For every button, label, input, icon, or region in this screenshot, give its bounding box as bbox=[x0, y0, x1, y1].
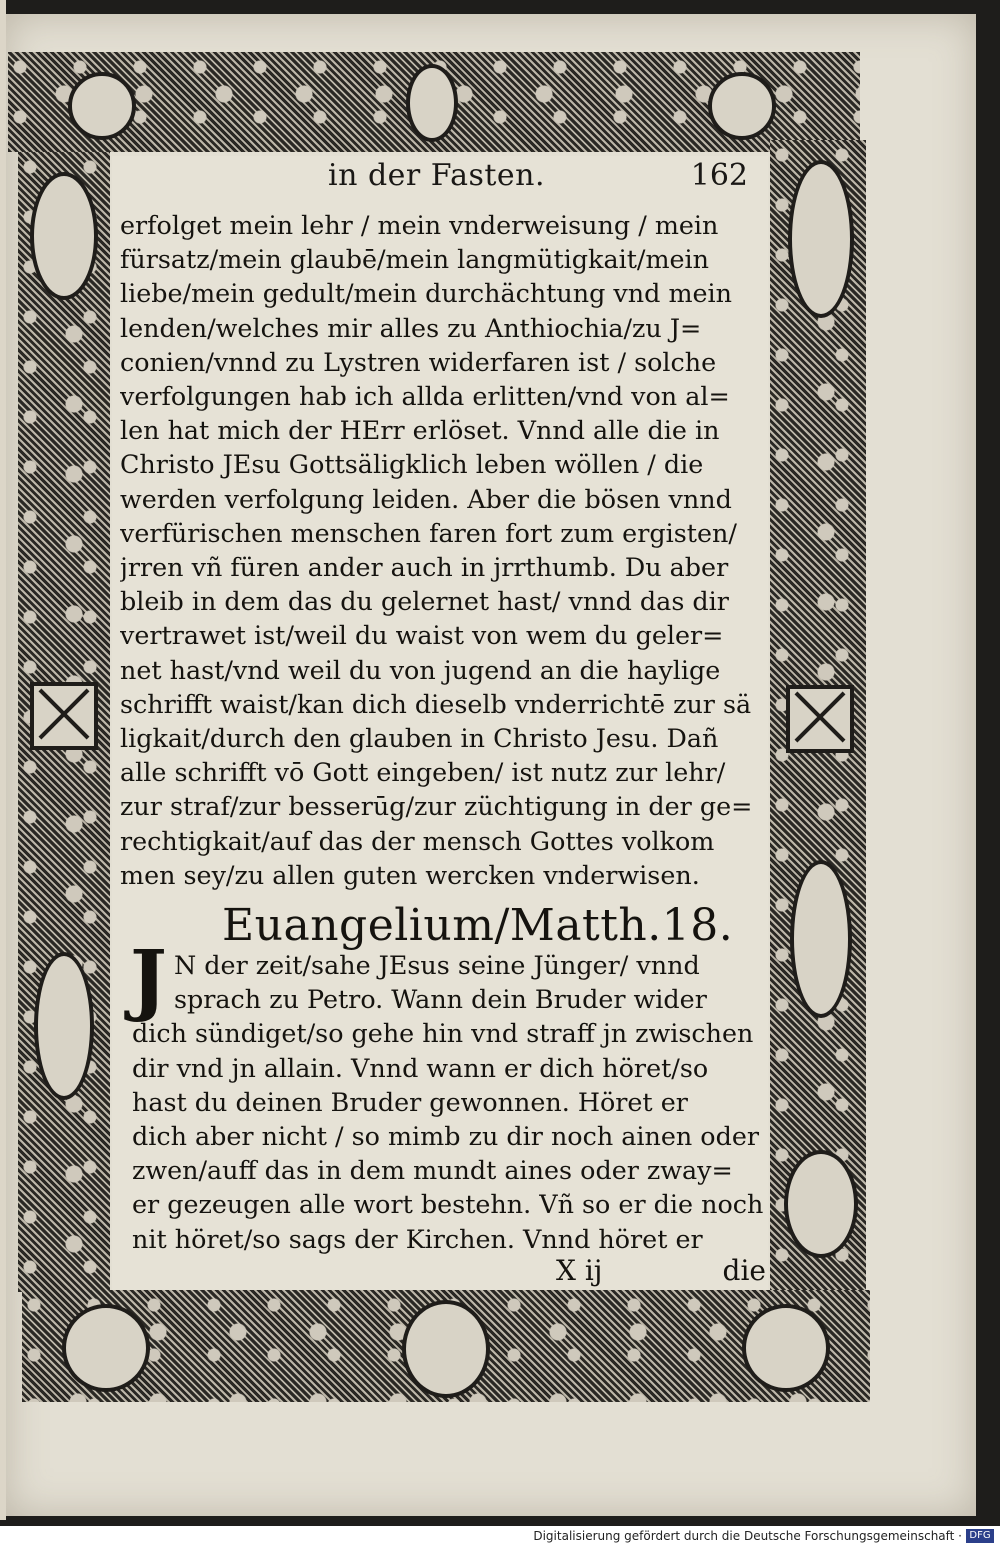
cherub-ornament-icon bbox=[30, 172, 98, 300]
catchword: die bbox=[722, 1254, 766, 1287]
text-line: hast du deinen Bruder gewonnen. Höret er bbox=[132, 1086, 688, 1117]
drop-initial: J bbox=[130, 934, 167, 1025]
signature-line bbox=[112, 1254, 768, 1290]
text-line: dir vnd jn allain. Vnnd wann er dich höret/so bbox=[132, 1052, 709, 1083]
text-line: jrren vñ füren ander auch in jrrthumb. Du aber bbox=[120, 552, 729, 583]
text-line: ligkait/durch den glauben in Christo Jesu. Dañ bbox=[120, 723, 719, 754]
text-line: vertrawet ist/weil du waist von wem du geler= bbox=[120, 620, 724, 651]
text-line: er gezeugen alle wort bestehn. Vñ so er die noch bbox=[132, 1189, 764, 1220]
text-line: sprach zu Petro. Wann dein Bruder wider bbox=[174, 984, 707, 1015]
text-line: fürsatz/mein glaubē/mein langmütigkait/mein bbox=[120, 244, 710, 275]
framed-square-ornament-icon bbox=[786, 685, 854, 753]
text-line: dich sündiget/so gehe hin vnd straff jn zwischen bbox=[132, 1018, 754, 1049]
vase-ornament-icon bbox=[788, 160, 854, 318]
scroll-ornament-icon bbox=[68, 72, 136, 140]
text-line: net hast/vnd weil du von jugend an die haylige bbox=[120, 654, 721, 685]
text-line: Christo JEsu Gottsäligklich leben wöllen / die bbox=[120, 449, 704, 480]
digitization-footer bbox=[0, 1526, 1000, 1548]
text-line: zwen/auff das in dem mundt aines oder zway= bbox=[132, 1155, 733, 1186]
text-line: nit höret/so sags der Kirchen. Vnnd höret er bbox=[132, 1223, 703, 1254]
gospel-text bbox=[132, 948, 768, 1256]
lion-ornament-icon bbox=[742, 1304, 830, 1392]
text-line: bleib in dem das du gelernet hast/ vnnd das dir bbox=[120, 586, 729, 617]
face-ornament-icon bbox=[402, 1300, 490, 1398]
woodcut-border-top bbox=[8, 52, 860, 152]
lion-ornament-icon bbox=[62, 1304, 150, 1392]
running-header bbox=[112, 158, 768, 202]
text-line: len hat mich der HErr erlöset. Vnnd alle die in bbox=[120, 415, 720, 446]
text-line: werden verfolgung leiden. Aber die bösen vnnd bbox=[120, 483, 732, 514]
text-line: verfürischen menschen faren fort zum ergisten/ bbox=[120, 517, 737, 548]
text-line: N der zeit/sahe JEsus seine Jünger/ vnnd bbox=[174, 950, 700, 980]
shield-ornament-icon bbox=[790, 860, 852, 1018]
text-line: schrifft waist/kan dich dieselb vnderrichtē zur sä bbox=[120, 688, 752, 719]
framed-square-ornament-icon bbox=[30, 682, 98, 750]
urn-ornament-icon bbox=[784, 1150, 858, 1258]
woodcut-border-right bbox=[770, 140, 866, 1292]
scroll-ornament-icon bbox=[708, 72, 776, 140]
epistle-text bbox=[120, 208, 768, 892]
section-heading: Euangelium/Matth.18. bbox=[222, 900, 734, 951]
funding-credit: Digitalisierung gefördert durch die Deutsche Forschungsgemeinschaft · bbox=[533, 1529, 962, 1543]
woodcut-border-bottom bbox=[22, 1290, 870, 1402]
dfg-logo-icon: DFG bbox=[966, 1529, 994, 1543]
text-line: lenden/welches mir alles zu Anthiochia/zu J= bbox=[120, 312, 702, 343]
cartouche-ornament-icon bbox=[406, 64, 458, 142]
woodcut-border-left bbox=[18, 152, 110, 1292]
folio-number: 162 bbox=[690, 158, 748, 193]
text-line: rechtigkait/auf das der mensch Gottes volkom bbox=[120, 825, 715, 856]
running-title: in der Fasten. bbox=[328, 158, 546, 193]
foliage-ornament-icon bbox=[34, 952, 94, 1100]
text-line: dich aber nicht / so mimb zu dir noch ainen oder bbox=[132, 1121, 760, 1152]
signature-mark: X ij bbox=[556, 1254, 603, 1287]
text-line: liebe/mein gedult/mein durchächtung vnd mein bbox=[120, 278, 733, 309]
text-line: zur straf/zur besserūg/zur züchtigung in der ge= bbox=[120, 791, 753, 822]
text-line: conien/vnnd zu Lystren widerfaren ist / solche bbox=[120, 346, 717, 377]
text-line: erfolget mein lehr / mein vnderweisung / mein bbox=[120, 210, 719, 240]
text-line: men sey/zu allen guten wercken vnderwisen. bbox=[120, 859, 700, 890]
text-line: alle schrifft vō Gott eingeben/ ist nutz zur lehr/ bbox=[120, 757, 726, 788]
text-line: verfolgungen hab ich allda erlitten/vnd von al= bbox=[120, 381, 730, 412]
